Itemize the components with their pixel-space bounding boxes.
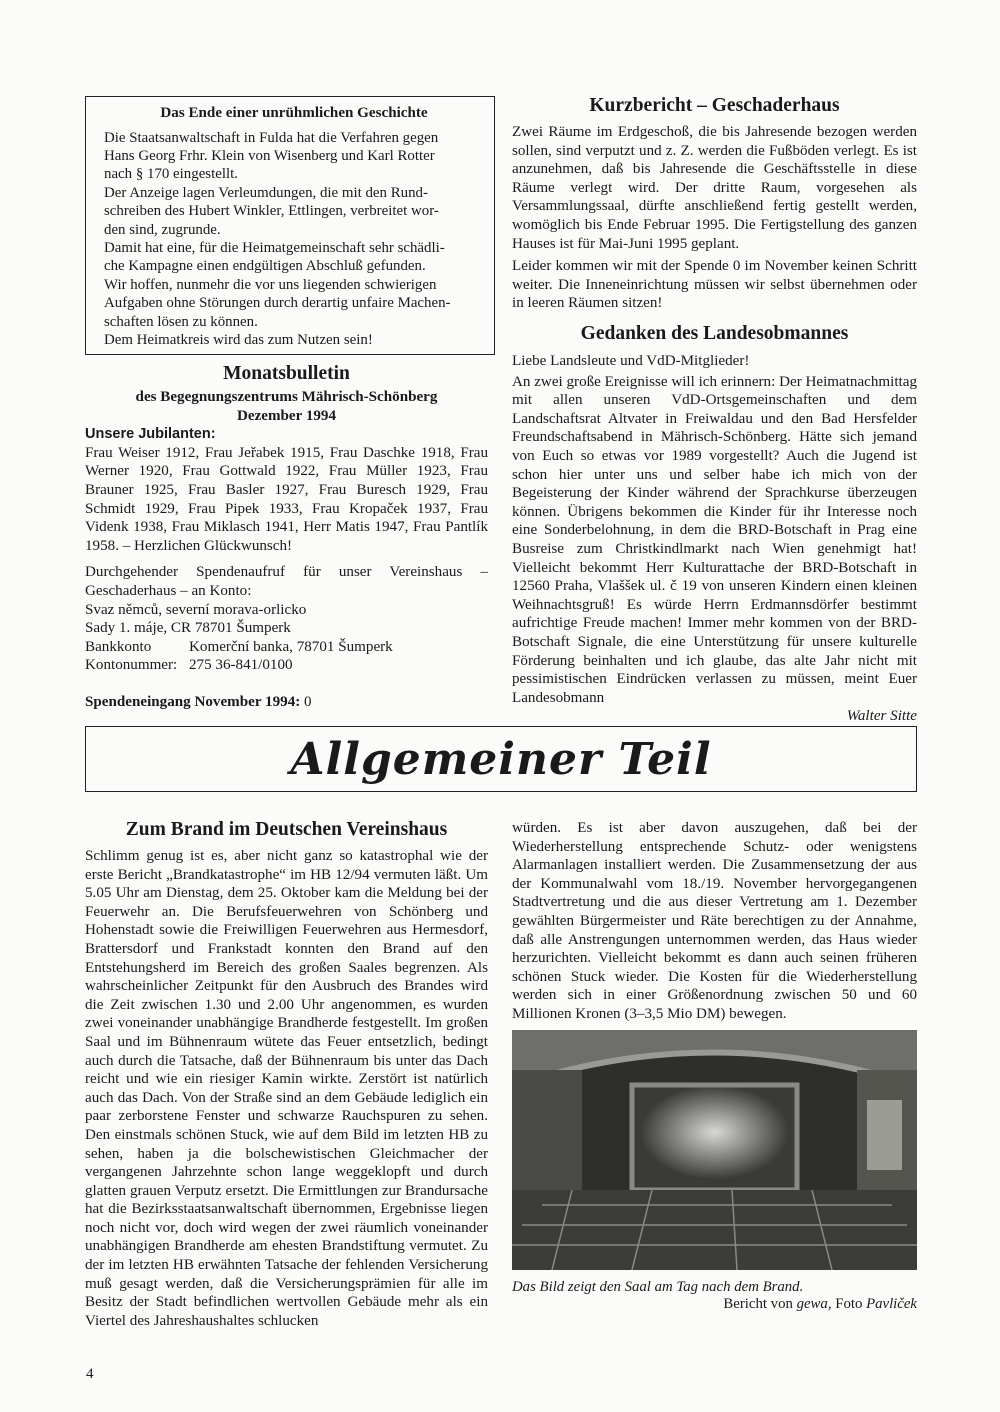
fire-photo bbox=[512, 1030, 917, 1270]
credit-photographer: Pavliček bbox=[866, 1296, 917, 1312]
notice-line: schreiben des Hubert Winkler, Ettlingen, verbreitet wor- bbox=[104, 203, 439, 220]
credit-mid: , Foto bbox=[827, 1296, 863, 1312]
notice-line: Hans Georg Frhr. Klein von Wisenberg und Karl Rotter bbox=[104, 148, 435, 164]
donations-line bbox=[85, 693, 488, 712]
theatre-photo-illustration bbox=[512, 1030, 917, 1270]
brand-title: Zum Brand im Deutschen Vereinshaus bbox=[125, 819, 448, 840]
jubilare-text: Frau Weiser 1912, Frau Jeřabek 1915, Frau Daschke 1918, Frau Werner 1920, Frau Gottwald 1922, Frau Müller 1923, Frau Brauner 1925, Frau Basler 1927, Frau Buresch 1929, Frau Schmidt 1929, Frau Pipek 1933, Frau Kropaček 1937, Frau Videnk 1938, Frau Miklasch 1941, Herr Matis 1947, Frau Pantlík 1958. – Herzlichen Glückwunsch! bbox=[85, 444, 488, 554]
kurzbericht-title: Kurzbericht – Geschaderhaus bbox=[589, 95, 840, 116]
address-line: Svaz němců, severní morava-orlicko bbox=[85, 601, 307, 618]
notice-title: Das Ende einer unrühmlichen Geschichte bbox=[160, 105, 428, 121]
donations-value: 0 bbox=[304, 693, 312, 710]
address-line: Sady 1. máje, CR 78701 Šumperk bbox=[85, 620, 291, 637]
notice-line: Wir hoffen, nunmehr die vor uns liegenden schwierigen bbox=[104, 276, 437, 293]
kurzbericht-section bbox=[512, 94, 917, 313]
notice-line: Die Staatsanwaltschaft in Fulda hat die Verfahren gegen bbox=[104, 129, 439, 146]
gedanken-title: Gedanken des Landesobmannes bbox=[580, 323, 849, 344]
donation-appeal: Durchgehender Spendenaufruf für unser Vereinshaus – Geschaderhaus – an Konto: bbox=[85, 564, 488, 599]
notice-box bbox=[85, 96, 495, 355]
brand-continued bbox=[512, 819, 917, 1024]
notice-line: Dem Heimatkreis wird das zum Nutzen sein! bbox=[104, 332, 373, 349]
notice-line: nach § 170 eingestellt. bbox=[104, 166, 238, 183]
bank-row bbox=[85, 638, 488, 657]
brand-section bbox=[85, 818, 488, 1330]
notice-line: Der Anzeige lagen Verleumdungen, die mit den Rund- bbox=[104, 184, 428, 201]
gedanken-section bbox=[512, 322, 917, 726]
jubilare-heading: Unsere Jubilanten: bbox=[85, 426, 216, 443]
notice-line: Aufgaben ohne Störungen durch derartig unfaire Machen- bbox=[104, 295, 451, 312]
photo-credit bbox=[512, 1295, 917, 1313]
donations-label: Spendeneingang November 1994: bbox=[85, 693, 301, 710]
notice-line: schaften lösen zu können. bbox=[104, 313, 258, 330]
banner-text: Allgemeiner Teil bbox=[290, 733, 712, 785]
bulletin-section bbox=[85, 362, 488, 712]
credit-prefix: Bericht von bbox=[723, 1296, 793, 1312]
gedanken-signature: Walter Sitte bbox=[846, 708, 917, 725]
page-number: 4 bbox=[86, 1366, 94, 1382]
account-row bbox=[85, 656, 488, 675]
kurzbericht-para: Zwei Räume im Erdgeschoß, die bis Jahresende bezogen werden sollen, sind verputzt und z. Z. werden die Fußböden verlegt. Es ist anzunehmen, daß bis Jahresende die Geschäftsstelle in diese Räume verlegt wird. Der dritte Raum, vorgesehen als Versammlungssaal, dürfte anschließend fertig gestellt werden, womöglich bis Ende Februar 1995. Die Fertigstellung des ganzen Hauses ist für Mai-Juni 1995 geplant. bbox=[512, 124, 917, 252]
bank-value: Komerční banka, 78701 Šumperk bbox=[189, 638, 393, 655]
notice-line: den sind, zugrunde. bbox=[104, 221, 221, 238]
section-banner bbox=[85, 726, 917, 792]
brand-para: würden. Es ist aber davon auszugehen, daß bei der Wiederherstellung entsprechende Schutz- oder wenigstens Alarmanlagen installiert werden. Die Zusammensetzung der aus der Kommunalwahl vom 18./19. November hervorgegangenen Stadtvertretung und die aus dieser Vertretung am 1. Dezember gewählten Bürgermeister und Räte berechtigen zu der Annahme, daß alle Anstrengungen unternommen werden, das Haus wieder herzurichten. Vielleicht bekommt es dann auch seinen früheren schönen Stuck wieder. Die Kosten für die Wiederherstellung werden sich in einer Größenordnung zwischen 50 und 60 Millionen Kronen (3–3,5 Mio DM) bewegen. bbox=[512, 820, 917, 1022]
bulletin-subtitle: des Begegnungszentrums Mährisch-Schönberg bbox=[135, 389, 438, 405]
photo-caption: Das Bild zeigt den Saal am Tag nach dem Brand. bbox=[512, 1279, 804, 1295]
account-value: 275 36-841/0100 bbox=[189, 657, 293, 674]
gedanken-greeting: Liebe Landsleute und VdD-Mitglieder! bbox=[512, 353, 750, 369]
notice-line: Damit hat eine, für die Heimatgemeinschaft sehr schädli- bbox=[104, 240, 445, 257]
kurzbericht-para: Leider kommen wir mit der Spende 0 im November keinen Schritt weiter. Die Inneneinrichtung müssen wir selbst übernehmen oder in leeren Räumen sitzen! bbox=[512, 258, 917, 312]
brand-para: Schlimm genug ist es, aber nicht ganz so katastrophal wie der erste Bericht „Brandkatastrophe“ im HB 12/94 vermuten läßt. Um 5.05 Uhr am Dienstag, dem 25. Oktober kam die Meldung bei der Feuerwehr an. Die Berufsfeuerwehren von Schönberg und Hohenstadt sowie die Freiwilligen Feuerwehren aus Hermesdorf, Brattersdorf und Frankstadt konnten den Brand auf den Entstehungsherd im Bereich des großen Saales begrenzen. Als wahrscheinlicher Zeitpunkt für den Ausbruch des Brandes wird die Zeit zwischen 1.30 und 2.00 Uhr angenommen, es wurden zwei voneinander unabhängige Brandherde festgestellt. Im großen Saal und im Bühnenraum wütete das Feuer entsetzlich, bedingt auch durch die Tatsache, daß der Bühnenraum bis unter das Dach reicht und wie ein riesiger Kamin wirkte. Zerstört ist natürlich auch das Dach. Von der Straße sind an dem Gebäude lediglich ein paar zerborstene Fenster und schwarze Rauchspuren zu sehen. Den einstmals schönen Stuck, wie auf dem Bild im letzten HB zu sehen, haben ja die bolschewistischen Gleichmacher der vergangenen Jahrzehnte schon lange weggeklopft und durch glatten grauen Verputz ersetzt. Die Ermittlungen zur Brandursache hat die Bezirksstaatsanwaltschaft übernommen, Ergebnisse liegen noch nicht vor, doch wird wegen der zwei räumlich voneinander unabhängigen Brandherde am ehesten Brandstiftung vermutet. Zu der im letzten HB erwähnten Tatsache der fehlenden Versicherung muß gesagt werden, daß die Versicherungsprämien für alle im Besitz der Stadt befindlichen wertvollen Gebäude mehr als ein Viertel des Jahreshaushaltes schlucken bbox=[85, 848, 488, 1329]
account-label: Kontonummer: bbox=[85, 657, 178, 674]
credit-author: gewa bbox=[796, 1296, 828, 1312]
bulletin-title: Monatsbulletin bbox=[223, 363, 350, 384]
bank-label: Bankkonto bbox=[85, 638, 152, 655]
notice-line: che Kampagne einen endgültigen Abschluß gefunden. bbox=[104, 258, 426, 275]
bulletin-date: Dezember 1994 bbox=[236, 407, 337, 424]
gedanken-para: An zwei große Ereignisse will ich erinnern: Der Heimatnachmittag mit allen unseren VdD-Ortsgemeinschaften und dem Landschaftsrat Altvater in Freiwaldau und den Bad Hersfelder Freundschaftsabend in Mährisch-Schönberg. Hätte sich jemand von Euch so etwas vor 1989 vorgestellt? Auch die Jugend ist schon hier unter uns und selber habe ich mich von der Begeisterung der Kinder während der Sprachkurse überzeugen können. Übrigens bekommen die Kinder für ihr Interesse noch eine Sonderbelohnung, in dem die BRD-Botschaft in Prag eine Busreise zum Christkindlmarkt nach Wien genehmigt hat! Vielleicht bekommt Herr Kulturattache der BRD-Botschaft in 12560 Praha, Vlaššek ul. č 19 von unseren Kindern einen kleinen Weihnachtsgruß! Es würde Herrn Erdmannsdörfer bestimmt aufrichtige Freude machen! Immer mehr kommen von der BRD-Botschaft Signale, die eine Unterstützung für unsere kulturelle Förderung beinhalten und ich glaube, das alte Jahr nicht mit pessimistischen Eindrücken verlassen zu müssen, meint Euer Landesobmann bbox=[512, 373, 917, 706]
